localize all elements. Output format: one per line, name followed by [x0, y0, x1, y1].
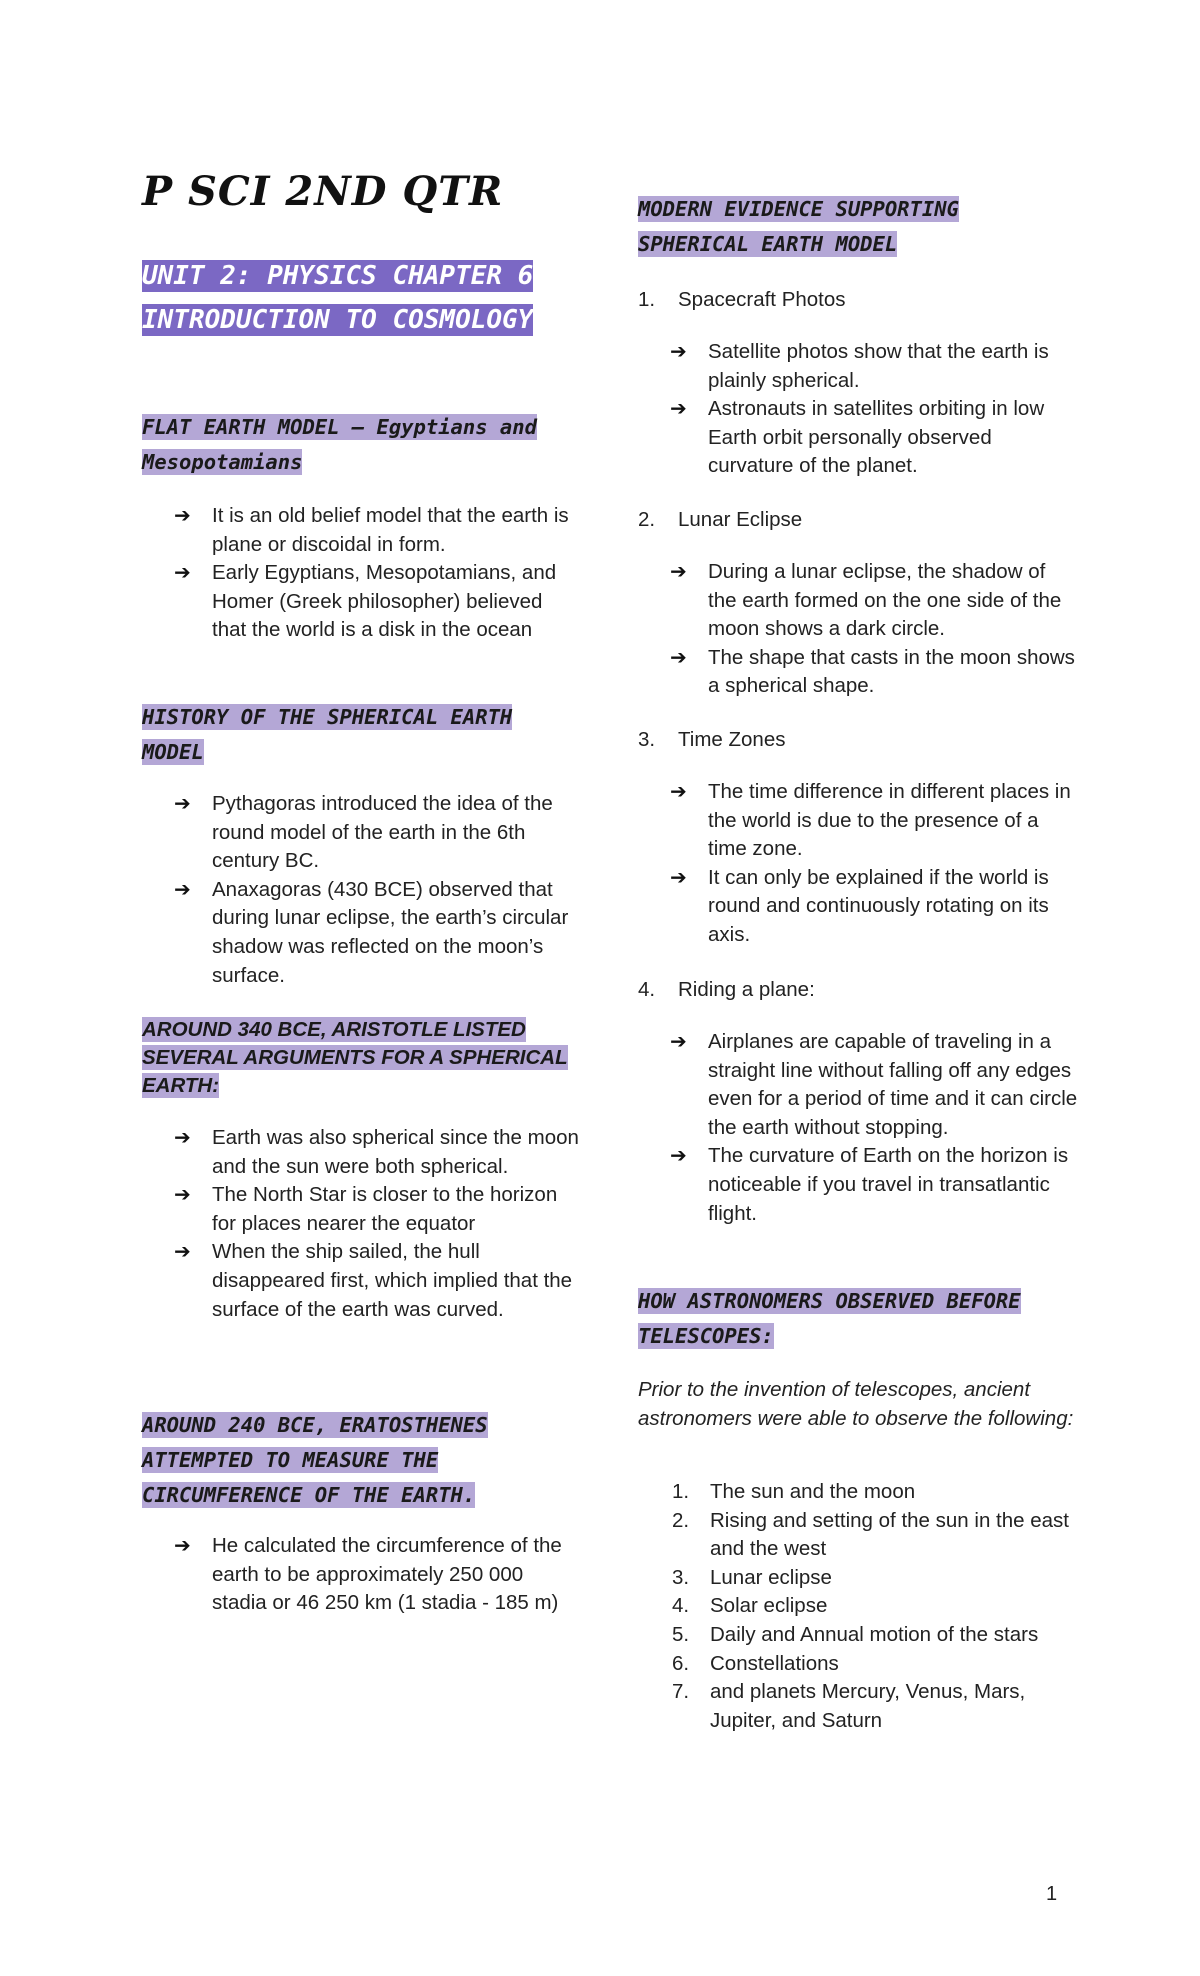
- modern-item-3-bullets: [638, 778, 1078, 950]
- list-item: ➔ He calculated the circumference of the earth to be approximately 250 000 stadia or 46 250 km (1 stadia - 185 m): [174, 1534, 562, 1615]
- arrow-bullet-icon: ➔: [174, 562, 191, 585]
- aristotle-heading: [142, 1016, 582, 1100]
- arrow-bullet-icon: ➔: [670, 866, 687, 889]
- list-item: 2. Rising and setting of the sun in the east and the west: [672, 1508, 1069, 1561]
- modern-item-2-title: 2. Lunar Eclipse: [638, 508, 803, 531]
- modern-item-1-bullets: [638, 338, 1078, 481]
- arrow-bullet-icon: ➔: [670, 398, 687, 421]
- arrow-bullet-icon: ➔: [174, 1535, 191, 1557]
- modern-item-1-title: 1. Spacecraft Photos: [638, 288, 846, 311]
- list-item: 4. Solar eclipse: [672, 1594, 828, 1618]
- list-item: ➔ Anaxagoras (430 BCE) observed that during lunar eclipse, the earth’s circular shadow was reflected on the moon’s surface.: [174, 877, 569, 987]
- list-item: 1. The sun and the moon: [672, 1480, 916, 1503]
- flat-earth-heading-text: FLAT EARTH MODEL – Egyptians and Mesopotamians: [142, 415, 537, 474]
- flat-earth-bullets: [142, 502, 582, 645]
- aristotle-heading-text: AROUND 340 BCE, ARISTOTLE LISTED SEVERAL ARGUMENTS FOR A SPHERICAL EARTH:: [142, 1018, 568, 1097]
- history-bullets: [142, 790, 582, 990]
- list-item: 3. Lunar eclipse: [672, 1565, 832, 1589]
- eratosthenes-bullets: [142, 1532, 582, 1618]
- page-number: 1: [1046, 1883, 1058, 1905]
- astronomers-list: [638, 1478, 1078, 1735]
- list-item: ➔ Astronauts in satellites orbiting in low Earth orbit personally observed curvature of the planet.: [670, 397, 1045, 478]
- list-item: ➔ Airplanes are capable of traveling in a straight line without falling off any edges even for a period of time and it can circle the earth without stopping.: [670, 1030, 1078, 1139]
- list-item: ➔ It can only be explained if the world is round and continuously rotating on its axis.: [670, 865, 1049, 946]
- arrow-bullet-icon: ➔: [174, 1241, 191, 1264]
- modern-item-4-title: 4. Riding a plane:: [638, 978, 815, 1001]
- list-item: 7. and planets Mercury, Venus, Mars, Jupiter, and Saturn: [672, 1680, 1026, 1732]
- list-item: ➔ Early Egyptians, Mesopotamians, and Homer (Greek philosopher) believed that the world is a disk in the ocean: [174, 561, 557, 642]
- list-item: ➔ The shape that casts in the moon shows a spherical shape.: [670, 645, 1075, 698]
- arrow-bullet-icon: ➔: [670, 646, 687, 669]
- flat-earth-heading: [142, 410, 582, 480]
- list-item: ➔ The time difference in different places in the world is due to the presence of a time zone.: [670, 780, 1071, 861]
- arrow-bullet-icon: ➔: [174, 1127, 191, 1149]
- modern-item-4-bullets: [638, 1028, 1078, 1228]
- unit-heading: [142, 254, 582, 342]
- history-heading: [142, 700, 582, 770]
- eratosthenes-heading: [142, 1408, 582, 1513]
- list-item: ➔ The North Star is closer to the horizon for places nearer the equator: [174, 1183, 558, 1235]
- list-item: ➔ During a lunar eclipse, the shadow of the earth formed on the one side of the moon shows a dark circle.: [670, 560, 1062, 641]
- arrow-bullet-icon: ➔: [174, 793, 191, 815]
- list-item: ➔ Earth was also spherical since the moon and the sun were both spherical.: [174, 1126, 579, 1178]
- astronomers-heading-text: HOW ASTRONOMERS OBSERVED BEFORE TELESCOPES:: [638, 1289, 1021, 1348]
- astronomers-heading: [638, 1284, 1038, 1354]
- unit-heading-text: UNIT 2: PHYSICS CHAPTER 6 INTRODUCTION TO COSMOLOGY: [142, 261, 534, 335]
- history-heading-text: HISTORY OF THE SPHERICAL EARTH MODEL: [142, 705, 513, 764]
- modern-heading: [638, 192, 1038, 262]
- arrow-bullet-icon: ➔: [670, 1145, 687, 1168]
- list-item: 5. Daily and Annual motion of the stars: [672, 1622, 1039, 1646]
- modern-item-2-bullets: [638, 558, 1078, 701]
- page-title: P SCI 2ND QTR: [142, 168, 504, 215]
- arrow-bullet-icon: ➔: [174, 1184, 191, 1207]
- arrow-bullet-icon: ➔: [670, 561, 687, 583]
- list-item: ➔ Pythagoras introduced the idea of the round model of the earth in the 6th century BC.: [174, 792, 553, 873]
- arrow-bullet-icon: ➔: [174, 878, 191, 901]
- list-item: 6. Constellations: [672, 1651, 839, 1675]
- arrow-bullet-icon: ➔: [670, 1031, 687, 1053]
- list-item: ➔ It is an old belief model that the earth is plane or discoidal in form.: [174, 504, 569, 556]
- list-item: ➔ When the ship sailed, the hull disappeared first, which implied that the surface of the earth was curved.: [174, 1240, 573, 1321]
- aristotle-bullets: [142, 1124, 582, 1324]
- arrow-bullet-icon: ➔: [174, 505, 191, 527]
- modern-heading-text: MODERN EVIDENCE SUPPORTING SPHERICAL EARTH MODEL: [638, 197, 959, 256]
- arrow-bullet-icon: ➔: [670, 781, 687, 803]
- list-item: ➔ The curvature of Earth on the horizon is noticeable if you travel in transatlantic flight.: [670, 1144, 1069, 1225]
- list-item: ➔ Satellite photos show that the earth is plainly spherical.: [670, 340, 1049, 392]
- eratosthenes-heading-text: AROUND 240 BCE, ERATOSTHENES ATTEMPTED TO MEASURE THE CIRCUMFERENCE OF THE EARTH.: [142, 1413, 488, 1507]
- astronomers-intro: Prior to the invention of telescopes, ancient astronomers were able to observe the following:: [638, 1378, 1074, 1430]
- arrow-bullet-icon: ➔: [670, 341, 687, 363]
- modern-item-3-title: 3. Time Zones: [638, 728, 786, 751]
